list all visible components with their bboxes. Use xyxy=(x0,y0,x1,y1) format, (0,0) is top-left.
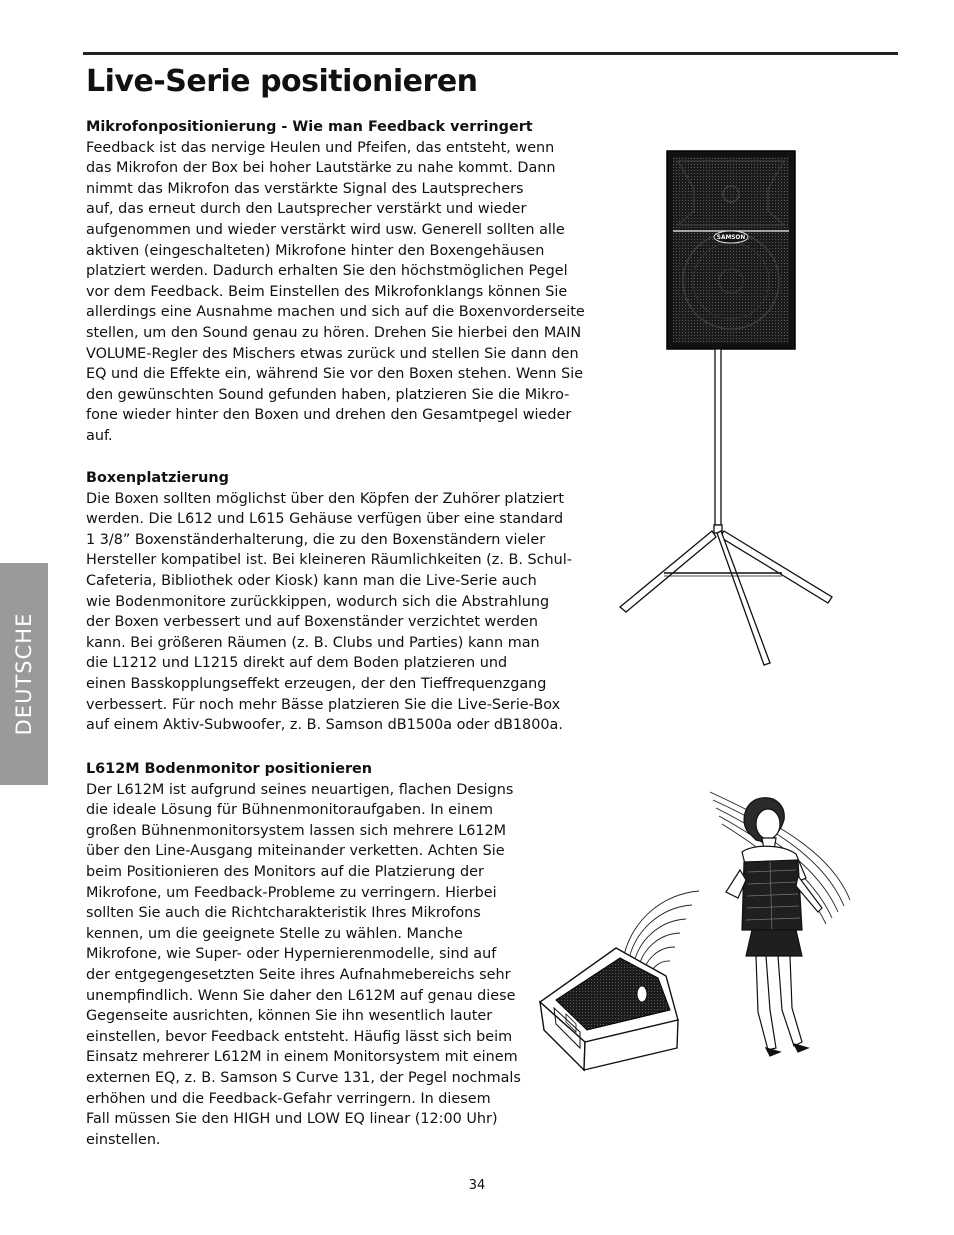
text-line: einen Basskopplungseffekt erzeugen, der den Tieffrequenzgang xyxy=(86,675,547,692)
text-line: VOLUME-Regler des Mischers etwas zurück und stellen Sie dann den xyxy=(86,345,579,362)
text-line: kann. Bei größeren Räumen (z. B. Clubs und Parties) kann man xyxy=(86,634,540,651)
tripod-stand xyxy=(620,349,832,665)
text-line: sollten Sie auch die Richtcharakteristik Ihres Mikrofons xyxy=(86,905,481,922)
text-line: Der L612M ist aufgrund seines neuartigen, flachen Designs xyxy=(86,781,514,798)
text-line: einstellen. xyxy=(86,1131,161,1148)
text-line: das Mikrofon der Box bei hoher Lautstärke zu nahe kommt. Dann xyxy=(86,160,556,177)
floor-monitor-wedge xyxy=(540,948,678,1070)
text-line: Die Boxen sollten möglichst über den Köpfen der Zuhörer platziert xyxy=(86,490,564,507)
text-line: fone wieder hinter den Boxen und drehen den Gesamtpegel wieder xyxy=(86,407,572,424)
text-line: auf. xyxy=(86,427,113,444)
speaker-cabinet xyxy=(667,151,795,349)
section-heading: Boxenplatzierung xyxy=(86,470,229,486)
text-line: Hersteller kompatibel ist. Bei kleineren Räumlichkeiten (z. B. Schul- xyxy=(86,552,572,569)
accordion-player-figure xyxy=(726,798,822,1056)
text-line: unempfindlich. Wenn Sie daher den L612M auf genau diese xyxy=(86,987,516,1004)
text-line: aufgenommen und wieder verstärkt wird usw. Generell sollten alle xyxy=(86,221,565,238)
text-line: 1 3/8” Boxenständerhalterung, die zu den Boxenständern vieler xyxy=(86,531,546,548)
text-line: den gewünschten Sound gefunden haben, platzieren Sie die Mikro- xyxy=(86,386,570,403)
text-line: stellen, um den Sound genau zu hören. Drehen Sie hierbei den MAIN xyxy=(86,324,582,341)
speaker-logo-text: SAMSON xyxy=(716,235,746,242)
page-number: 34 xyxy=(468,1178,486,1193)
text-line: die ideale Lösung für Bühnenmonitoraufgaben. In einem xyxy=(86,802,493,819)
text-line: Einsatz mehrerer L612M in einem Monitorsystem mit einem xyxy=(86,1049,518,1066)
section-heading: L612M Bodenmonitor positionieren xyxy=(86,761,373,777)
text-line: allerdings eine Ausnahme machen und sich auf die Boxenvorderseite xyxy=(86,304,585,321)
text-line: EQ und die Effekte ein, während Sie vor den Boxen stehen. Wenn Sie xyxy=(86,366,584,383)
text-line: aktiven (eingeschalteten) Mikrofone hinter den Boxengehäusen xyxy=(86,242,545,259)
text-line: platziert werden. Dadurch erhalten Sie den höchstmöglichen Pegel xyxy=(86,263,568,280)
text-line: externen EQ, z. B. Samson S Curve 131, der Pegel nochmals xyxy=(86,1069,521,1086)
floor-monitor-illustration xyxy=(530,780,860,1080)
section-speaker-placement xyxy=(86,468,572,736)
section-body xyxy=(86,138,585,447)
text-line: Feedback ist das nervige Heulen und Pfeifen, das entsteht, wenn xyxy=(86,139,555,156)
text-line: der Boxen verbessert und auf Boxenständer verzichtet werden xyxy=(86,614,538,631)
text-line: beim Positionieren des Monitors auf die Platzierung der xyxy=(86,863,484,880)
text-line: Fall müssen Sie den HIGH und LOW EQ linear (12:00 Uhr) xyxy=(86,1111,498,1128)
text-line: verbessert. Für noch mehr Bässe platzieren Sie die Live-Serie-Box xyxy=(86,696,561,713)
text-line: kennen, um die geeignete Stelle zu wählen. Manche xyxy=(86,925,463,942)
section-body xyxy=(86,780,521,1151)
text-line: Mikrofone, um Feedback-Probleme zu verringern. Hierbei xyxy=(86,884,497,901)
text-line: Gegenseite ausrichten, können Sie ihn wesentlich lauter xyxy=(86,1008,493,1025)
text-line: werden. Die L612 und L615 Gehäuse verfügen über eine standard xyxy=(86,511,564,528)
text-line: großen Bühnenmonitorsystem lassen sich mehrere L612M xyxy=(86,822,507,839)
language-side-tab xyxy=(0,563,48,785)
text-line: auf einem Aktiv-Subwoofer, z. B. Samson dB1500a oder dB1800a. xyxy=(86,717,563,734)
text-line: der entgegengesetzten Seite ihres Aufnahmebereichs sehr xyxy=(86,966,511,983)
language-label: DEUTSCHE xyxy=(12,612,36,736)
text-line: die L1212 und L1215 direkt auf dem Boden platzieren und xyxy=(86,655,508,672)
section-floor-monitor xyxy=(86,759,521,1150)
text-line: auf, das erneut durch den Lautsprecher verstärkt und wieder xyxy=(86,201,527,218)
text-line: über den Line-Ausgang miteinander verketten. Achten Sie xyxy=(86,843,505,860)
text-line: Mikrofone, wie Super- oder Hypernierenmodelle, sind auf xyxy=(86,946,497,963)
section-heading: Mikrofonpositionierung - Wie man Feedback verringert xyxy=(86,119,533,135)
section-body xyxy=(86,489,572,736)
text-line: nimmt das Mikrofon das verstärkte Signal des Lautsprechers xyxy=(86,180,524,197)
samson-logo-badge xyxy=(714,231,748,243)
speaker-on-stand-illustration xyxy=(600,145,850,675)
text-line: einstellen, bevor Feedback entsteht. Häufig lässt sich beim xyxy=(86,1028,513,1045)
text-line: vor dem Feedback. Beim Einstellen des Mikrofonklangs können Sie xyxy=(86,283,568,300)
text-line: Cafeteria, Bibliothek oder Kiosk) kann man die Live-Serie auch xyxy=(86,572,537,589)
text-line: erhöhen und die Feedback-Gefahr verringern. In diesem xyxy=(86,1090,491,1107)
top-rule xyxy=(83,52,898,55)
page-title: Live-Serie positionieren xyxy=(86,64,478,99)
text-line: wie Bodenmonitore zurückkippen, wodurch sich die Abstrahlung xyxy=(86,593,550,610)
section-microphone-positioning xyxy=(86,117,585,447)
